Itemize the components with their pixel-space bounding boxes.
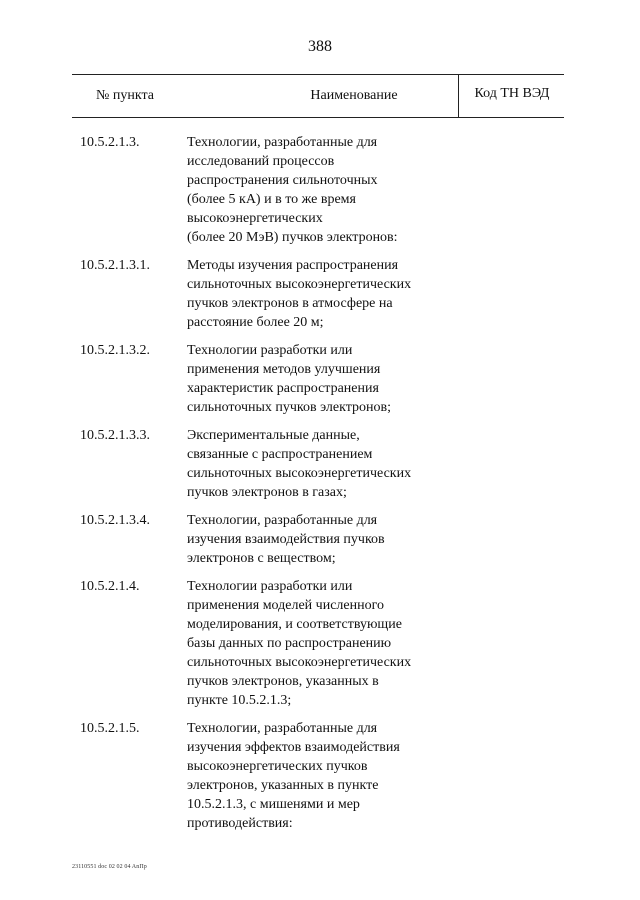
item-number: 10.5.2.1.3. — [80, 135, 140, 150]
item-text: Методы изучения распространения сильноточных высокоэнергетических пучков электронов в атмосфере на расстояние более 20 м; — [187, 258, 412, 330]
item-number: 10.5.2.1.5. — [80, 721, 140, 736]
item-text: Технологии, разработанные для исследований процессов распространения сильноточных (более 5 кА) и в то же время высокоэнергетических (более 20 МэВ) пучков электронов: — [187, 135, 398, 245]
table-row — [0, 341, 640, 417]
item-number: 10.5.2.1.3.2. — [80, 343, 150, 358]
item-number: 10.5.2.1.3.1. — [80, 258, 150, 273]
table-body — [0, 133, 640, 842]
item-number: 10.5.2.1.3.4. — [80, 513, 150, 528]
item-text: Технологии, разработанные для изучения взаимодействия пучков электронов с веществом; — [187, 513, 385, 566]
item-number: 10.5.2.1.3.3. — [80, 428, 150, 443]
item-text: Экспериментальные данные, связанные с распространением сильноточных высокоэнергетических пучков электронов в газах; — [187, 428, 412, 500]
table-header — [72, 74, 564, 118]
table-row — [0, 577, 640, 710]
footer-stamp: 23110551 doc 02 02 04 AnПр — [72, 864, 147, 870]
table-row — [0, 256, 640, 332]
page-number: 388 — [308, 38, 332, 55]
table-row — [0, 719, 640, 833]
table-row — [0, 511, 640, 568]
item-text: Технологии разработки или применения методов улучшения характеристик распространения сильноточных пучков электронов; — [187, 343, 391, 415]
item-text: Технологии, разработанные для изучения эффектов взаимодействия высокоэнергетических пучков электронов, указанных в пункте 10.5.2.1.3, с мишенями и мер противодействия: — [187, 721, 400, 831]
item-text: Технологии разработки или применения моделей численного моделирования, и соответствующие базы данных по распространению сильноточных высокоэнергетических пучков электронов, указанных в пункте 10.5.2.1.3; — [187, 579, 412, 708]
header-col-code: Код ТН ВЭД — [458, 75, 565, 117]
table-row — [0, 133, 640, 247]
header-col-number: № пункта — [96, 88, 154, 103]
item-number: 10.5.2.1.4. — [80, 579, 140, 594]
header-col-name: Наименование — [310, 88, 398, 103]
table-row — [0, 426, 640, 502]
